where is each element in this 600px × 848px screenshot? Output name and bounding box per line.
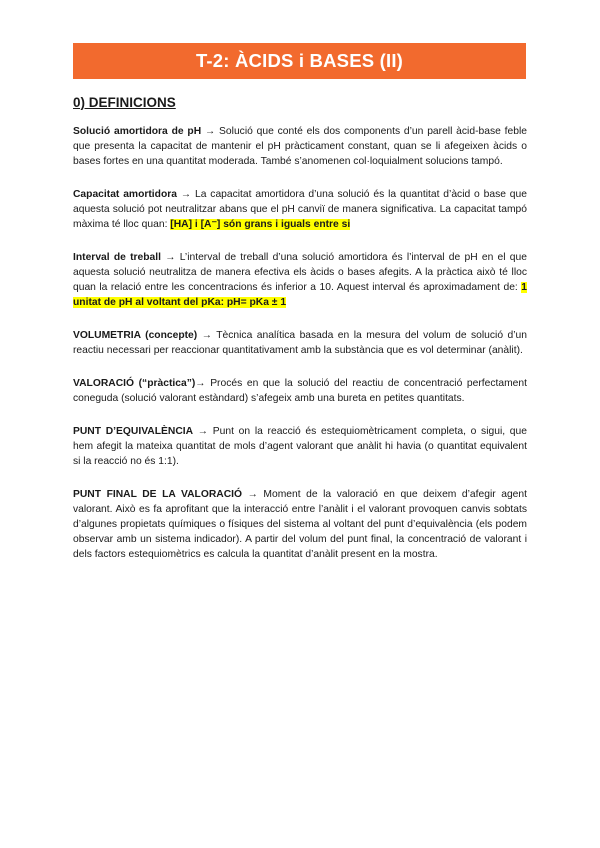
definition-text: Tècnica analítica basada en la mesura del volum de solució d’un reactiu necessari per reaccionar quantitativament amb la substància que es vol determinar (anàlit). [73,330,527,356]
definition-buffer-capacity [73,187,527,232]
definition-term: Solució amortidora de pH [73,126,202,137]
highlight-text: [HA] i [A⁻] són grans i iguals entre si [170,219,351,230]
arrow-icon: → [165,252,176,263]
definition-term: PUNT FINAL DE LA VALORACIÓ [73,489,243,500]
definition-text: Solució que conté els dos components d’un parell àcid-base feble que presenta la capacitat de mantenir el pH pràcticament constant, quan se li afegeixen àcids o bases fortes en una quantitat moderada. També s’anomenen col·loquialment solucions tampó. [73,126,527,167]
definition-equivalence-point [73,424,527,469]
definition-titration [73,376,527,406]
definition-end-point [73,487,527,562]
definition-term: VOLUMETRIA (concepte) [73,330,198,341]
arrow-icon: → [195,378,206,389]
arrow-icon: → [180,189,192,200]
arrow-icon: → [204,126,216,137]
definition-buffer-solution [73,124,527,169]
section-title: 0) DEFINICIONS [73,95,176,110]
definition-text: Punt on la reacció és estequiomètricament completa, o sigui, que hem afegit la mateixa quantitat de mols d’agent valorant que anàlit hi havia (o quantitat equivalent si la reacció no és 1:1). [73,426,527,467]
definition-term: Interval de treball [73,252,161,263]
definition-term: VALORACIÓ (“pràctica”) [73,378,196,389]
definition-working-interval [73,250,527,310]
arrow-icon: → [201,330,212,341]
definitions-list [73,124,527,580]
definition-text: Moment de la valoració en que deixem d’afegir agent valorant. Això es fa aprofitant que la interacció entre l’anàlit i el valorant provoquen canvis sobtats d’algunes propietats químiques o físiques del sistema al voltant del punt d’equivalència (els podem observar amb un sistema indicador). A partir del volum del punt final, la concentració de valorant i dels factors estequiomètrics es calcula la quantitat d’anàlit present en la mostra. [73,489,528,560]
definition-term: PUNT D’EQUIVALÈNCIA [73,426,194,437]
definition-text: Procés en que la solució del reactiu de concentració perfectament coneguda (solució valorant estàndard) s’afegeix amb una bureta en petites quantitats. [73,378,527,404]
definition-text: L’interval de treball d’una solució amortidora és l’interval de pH en el que aquesta solució neutralitza de manera efectiva els àcids o bases afegits. A la pràctica això té lloc quan la relació entre les concentracions és inferior a 10. Aquest interval és aproximadament de: [73,252,527,293]
definition-volumetry [73,328,527,358]
title-banner [73,43,526,79]
arrow-icon: → [197,426,209,437]
definition-text: La capacitat amortidora d’una solució és la quantitat d’àcid o base que aquesta solució pot neutralitzar abans que el pH canviï de manera significativa. La capacitat tampó màxima té lloc quan: [73,189,527,230]
arrow-icon: → [247,489,258,500]
page-title: T-2: ÀCIDS i BASES (II) [195,50,404,71]
definition-term: Capacitat amortidora [73,189,177,200]
highlight-text: 1 unitat de pH al voltant del pKa: pH= pKa ± 1 [73,282,527,308]
